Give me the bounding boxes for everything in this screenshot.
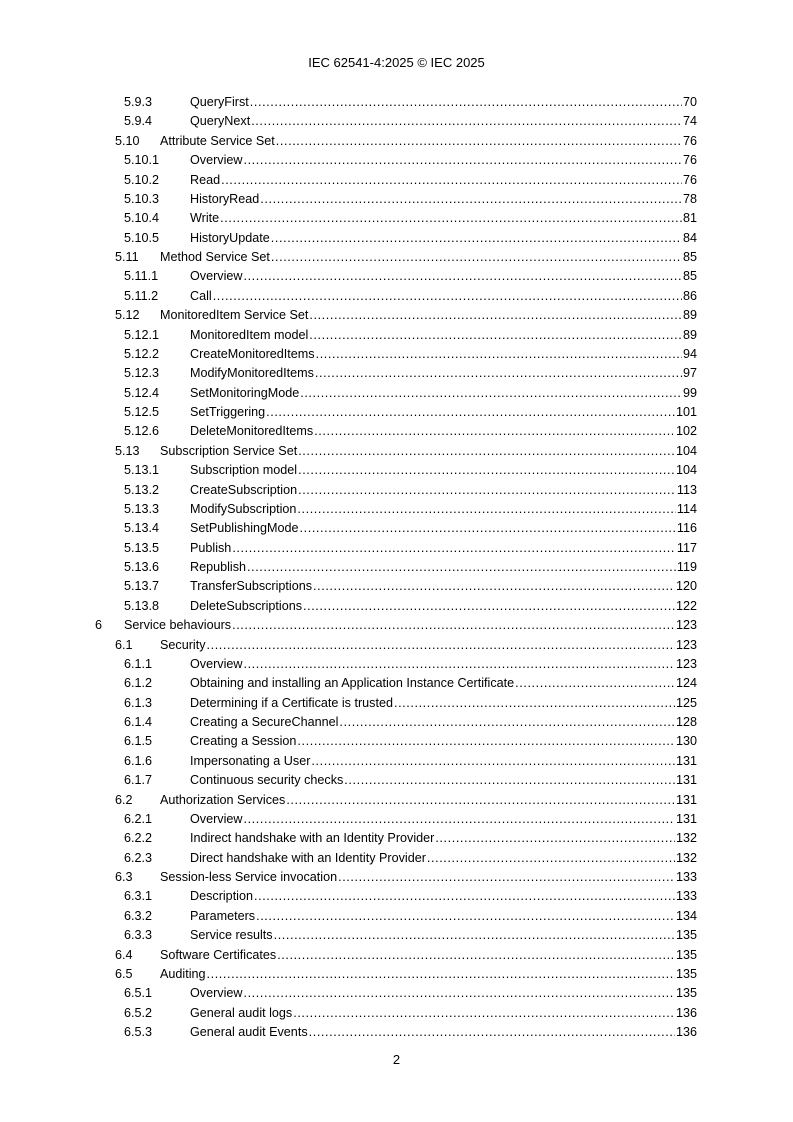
toc-entry[interactable] [115,946,697,965]
toc-entry-title: SetMonitoringMode [190,385,300,400]
toc-leader-dots [221,171,682,190]
toc-entry-page: 131 [675,792,697,807]
toc-entry-number: 5.13.3 [124,501,160,516]
toc-entry-title: ModifySubscription [190,501,297,516]
toc-entry[interactable] [124,461,697,480]
toc-entry-title: General audit logs [190,1005,293,1020]
toc-leader-dots [300,519,676,538]
toc-entry[interactable] [124,229,697,248]
toc-entry-number: 5.10.4 [124,211,160,226]
toc-entry-title: SetPublishingMode [190,521,299,536]
toc-entry-title: Overview [190,986,243,1001]
toc-entry-page: 135 [675,947,697,962]
toc-entry-page: 97 [682,366,697,381]
toc-entry[interactable] [124,849,697,868]
toc-leader-dots [276,132,682,151]
toc-entry[interactable] [124,403,697,422]
toc-leader-dots [311,752,675,771]
toc-entry-title: Security [160,637,206,652]
toc-leader-dots [298,481,676,500]
toc-entry-page: 131 [675,773,697,788]
toc-entry-title: Authorization Services [160,792,286,807]
toc-entry[interactable] [124,829,697,848]
toc-entry[interactable] [115,791,697,810]
toc-entry-number: 5.13 [115,443,140,458]
toc-leader-dots [297,732,675,751]
toc-entry[interactable] [124,209,697,228]
toc-entry-page: 70 [682,95,697,109]
toc-entry-page: 94 [682,346,697,361]
toc-entry-title: General audit Events [190,1025,308,1039]
page-header: IEC 62541-4:2025 © IEC 2025 [308,55,485,70]
toc-leader-dots [309,326,682,345]
toc-entry-title: ModifyMonitoredItems [190,366,314,381]
toc-entry-page: 133 [675,870,697,884]
toc-entry-number: 6.1 [115,637,133,652]
toc-leader-dots [394,694,675,713]
toc-entry-title: MonitoredItem model [190,327,309,342]
toc-entry-number: 5.10 [115,133,140,148]
toc-leader-dots [313,577,675,596]
toc-entry-title: Attribute Service Set [160,133,275,148]
toc-entry-page: 89 [682,327,697,342]
toc-leader-dots [274,926,675,945]
toc-entry[interactable] [124,422,697,441]
toc-entry-number: 6.1.5 [124,734,153,749]
toc-entry-title: Call [190,288,212,303]
toc-entry-page: 84 [682,230,697,245]
toc-entry-page: 76 [682,133,697,148]
toc-entry-number: 5.13.6 [124,560,160,574]
toc-entry-title: Read [190,172,221,187]
toc-entry-page: 123 [675,618,697,633]
toc-entry-title: MonitoredItem Service Set [160,308,309,323]
toc-leader-dots [220,209,682,228]
toc-entry[interactable] [124,577,697,596]
toc-entry-number: 5.11.2 [124,288,159,303]
toc-entry-number: 5.10.3 [124,191,160,206]
toc-entry-title: Software Certificates [160,947,277,962]
toc-entry-title: Parameters [190,908,256,923]
toc-entry[interactable] [115,306,697,325]
toc-entry-page: 131 [675,753,697,768]
toc-entry[interactable] [115,636,697,655]
toc-leader-dots [344,771,675,790]
toc-entry-page: 135 [675,966,697,981]
toc-leader-dots [309,1023,675,1042]
toc-entry-page: 74 [682,114,697,129]
toc-entry[interactable] [115,965,697,984]
toc-leader-dots [316,345,682,364]
toc-entry[interactable] [124,694,697,713]
toc-leader-dots [298,442,675,461]
toc-entry-page: 120 [675,579,697,594]
toc-entry[interactable] [124,732,697,751]
toc-leader-dots [339,713,675,732]
toc-leader-dots [247,558,676,577]
toc-entry-number: 6.5.3 [124,1025,153,1039]
toc-entry-page: 131 [675,811,697,826]
toc-entry[interactable] [124,539,697,558]
toc-entry-number: 5.13.2 [124,482,160,497]
toc-entry-title: Method Service Set [160,250,270,264]
toc-entry[interactable] [124,171,697,190]
toc-entry-page: 117 [676,540,697,555]
toc-entry-page: 124 [675,676,697,691]
toc-entry-page: 130 [675,734,697,749]
toc-entry-number: 5.11 [115,250,139,264]
toc-leader-dots [298,461,675,480]
toc-entry-title: Determining if a Certificate is trusted [190,695,393,710]
toc-entry-number: 6.1.3 [124,695,153,710]
toc-entry-number: 6.1.2 [124,676,153,691]
toc-entry-number: 6.3.2 [124,908,153,923]
toc-entry-title: Description [190,889,253,904]
toc-entry-title: Creating a Session [190,734,297,749]
toc-entry-number: 6 [95,618,103,633]
toc-entry-number: 6.1.1 [124,656,153,671]
toc-entry[interactable] [124,1023,697,1042]
toc-entry-title: HistoryUpdate [190,230,270,245]
toc-entry[interactable] [124,752,697,771]
toc-entry-title: Overview [190,656,243,671]
toc-entry-page: 123 [675,656,697,671]
toc-entry-title: Overview [190,269,243,284]
toc-entry-title: Session-less Service invocation [160,870,338,884]
toc-entry[interactable] [124,481,697,500]
toc-entry-page: 116 [676,521,697,536]
toc-entry-title: SetTriggering [190,405,266,419]
toc-leader-dots [243,810,675,829]
toc-entry[interactable] [124,674,697,693]
toc-entry-title: Service results [190,928,273,943]
toc-entry-title: DeleteSubscriptions [190,598,303,613]
toc-entry-page: 132 [675,831,697,846]
toc-entry-number: 6.1.4 [124,715,153,729]
toc-entry-title: DeleteMonitoredItems [190,424,314,439]
toc-entry-page: 136 [675,1005,697,1020]
toc-leader-dots [254,887,675,906]
toc-entry[interactable] [124,810,697,829]
toc-entry-number: 5.9.3 [124,95,153,109]
toc-entry-title: QueryFirst [190,95,249,109]
toc-entry-title: TransferSubscriptions [190,579,313,594]
toc-entry[interactable] [124,887,697,906]
toc-entry[interactable] [124,519,697,538]
toc-leader-dots [251,112,682,131]
toc-leader-dots [286,791,675,810]
toc-entry-title: Continuous security checks [190,773,344,788]
toc-entry-page: 133 [675,889,697,904]
toc-leader-dots [260,190,682,209]
toc-leader-dots [256,907,675,926]
toc-entry-title: Direct handshake with an Identity Provider [190,850,426,865]
toc-entry-page: 85 [682,269,697,284]
toc-entry[interactable] [124,326,697,345]
toc-entry-page: 102 [675,424,697,439]
toc-entry-title: Write [190,211,220,226]
toc-leader-dots [271,248,682,267]
toc-entry-page: 104 [675,463,697,478]
toc-entry-title: Republish [190,560,247,574]
toc-entry[interactable] [124,345,697,364]
toc-leader-dots [277,946,675,965]
toc-entry-title: CreateSubscription [190,482,298,497]
toc-entry-page: 76 [682,153,697,168]
toc-entry-page: 134 [675,908,697,923]
toc-leader-dots [427,849,675,868]
toc-entry-number: 5.13.1 [124,463,160,478]
toc-entry-title: Auditing [160,966,206,981]
toc-entry-page: 85 [682,250,697,264]
toc-entry[interactable] [124,597,697,616]
toc-entry-number: 6.5.2 [124,1005,153,1020]
toc-leader-dots [303,597,675,616]
toc-entry-page: 136 [675,1025,697,1039]
toc-entry[interactable] [124,112,697,131]
toc-entry-number: 6.3.3 [124,928,153,943]
toc-entry[interactable] [124,267,697,286]
toc-entry-number: 5.12.4 [124,385,160,400]
toc-entry-page: 123 [675,637,697,652]
toc-entry-number: 5.13.8 [124,598,160,613]
toc-entry[interactable] [124,500,697,519]
toc-entry-page: 125 [675,695,697,710]
toc-entry-page: 119 [676,560,697,574]
toc-entry[interactable] [124,655,697,674]
toc-entry-number: 5.9.4 [124,114,153,129]
toc-entry-page: 86 [682,288,697,303]
toc-entry[interactable] [124,984,697,1003]
toc-entry[interactable] [124,364,697,383]
toc-entry[interactable] [124,558,697,577]
toc-entry-page: 114 [676,501,697,516]
toc-entry-page: 99 [682,385,697,400]
toc-leader-dots [309,306,682,325]
toc-entry-page: 104 [675,443,697,458]
toc-entry-page: 113 [676,482,697,497]
toc-leader-dots [515,674,675,693]
toc-leader-dots [314,422,675,441]
toc-entry-title: QueryNext [190,114,251,129]
toc-leader-dots [232,539,676,558]
toc-leader-dots [213,287,682,306]
toc-entry-number: 6.2.1 [124,811,153,826]
toc-entry-page: 76 [682,172,697,187]
toc-entry-title: CreateMonitoredItems [190,346,315,361]
toc-entry-page: 78 [682,191,697,206]
toc-entry-number: 5.12 [115,308,140,323]
toc-leader-dots [266,403,675,422]
toc-entry-number: 5.12.1 [124,327,160,342]
toc-entry-number: 6.5.1 [124,986,153,1001]
toc-entry[interactable] [124,287,697,306]
toc-leader-dots [435,829,675,848]
toc-leader-dots [338,868,675,887]
toc-entry[interactable] [115,132,697,151]
toc-entry-number: 5.10.2 [124,172,160,187]
toc-entry-page: 122 [675,598,697,613]
toc-entry-title: Indirect handshake with an Identity Provider [190,831,435,846]
toc-entry-number: 6.3.1 [124,889,153,904]
toc-entry-page: 135 [675,986,697,1001]
toc-entry[interactable] [124,771,697,790]
toc-entry[interactable] [124,713,697,732]
toc-entry[interactable] [115,248,697,267]
toc-entry[interactable] [124,1004,697,1023]
toc-entry-title: Overview [190,811,243,826]
toc-entry-number: 5.11.1 [124,269,159,284]
toc-leader-dots [243,984,675,1003]
toc-leader-dots [243,655,675,674]
toc-entry-number: 6.3 [115,870,133,884]
toc-entry-number: 6.5 [115,966,133,981]
toc-entry[interactable] [124,151,697,170]
toc-entry-title: Subscription Service Set [160,443,298,458]
toc-leader-dots [243,267,682,286]
toc-entry-title: Publish [190,540,232,555]
toc-entry-page: 89 [682,308,697,323]
toc-leader-dots [297,500,676,519]
toc-leader-dots [207,636,675,655]
toc-entry-title: Service behaviours [124,618,232,633]
toc-leader-dots [271,229,682,248]
toc-leader-dots [207,965,675,984]
toc-entry-title: Creating a SecureChannel [190,715,339,729]
toc-entry-number: 6.1.6 [124,753,153,768]
toc-entry-number: 5.12.5 [124,405,160,419]
toc-entry-title: Impersonating a User [190,753,311,768]
toc-leader-dots [232,616,675,635]
toc-entry-page: 101 [675,405,697,419]
toc-entry-number: 5.13.5 [124,540,160,555]
toc-leader-dots [250,93,682,112]
toc-entry[interactable] [124,384,697,403]
toc-entry[interactable] [124,93,697,112]
toc-entry-number: 5.12.6 [124,424,160,439]
toc-entry[interactable] [115,868,697,887]
toc-entry-number: 5.12.2 [124,346,160,361]
toc-entry[interactable] [95,616,697,635]
page-number: 2 [392,1052,401,1067]
toc-entry-number: 6.2.2 [124,831,153,846]
toc-leader-dots [293,1004,675,1023]
toc-entry-number: 5.12.3 [124,366,160,381]
toc-entry-number: 5.13.7 [124,579,160,594]
toc-entry-title: Obtaining and installing an Application Instance Certificate [190,676,515,691]
toc-entry-title: HistoryRead [190,191,260,206]
toc-entry[interactable] [115,442,697,461]
toc-entry-number: 5.13.4 [124,521,160,536]
toc-entry-number: 6.2.3 [124,850,153,865]
toc-entry[interactable] [124,926,697,945]
toc-entry-title: Subscription model [190,463,298,478]
toc-leader-dots [315,364,682,383]
toc-entry[interactable] [124,190,697,209]
toc-entry-number: 6.1.7 [124,773,153,788]
toc-entry-number: 6.2 [115,792,133,807]
toc-entry-title: Overview [190,153,243,168]
toc-entry-page: 128 [675,715,697,729]
toc-entry-page: 81 [682,211,697,226]
toc-entry-page: 132 [675,850,697,865]
toc-leader-dots [300,384,682,403]
toc-entry[interactable] [124,907,697,926]
toc-entry-number: 5.10.1 [124,153,160,168]
toc-leader-dots [243,151,682,170]
toc-entry-number: 6.4 [115,947,133,962]
toc-entry-page: 135 [675,928,697,943]
toc-entry-number: 5.10.5 [124,230,160,245]
